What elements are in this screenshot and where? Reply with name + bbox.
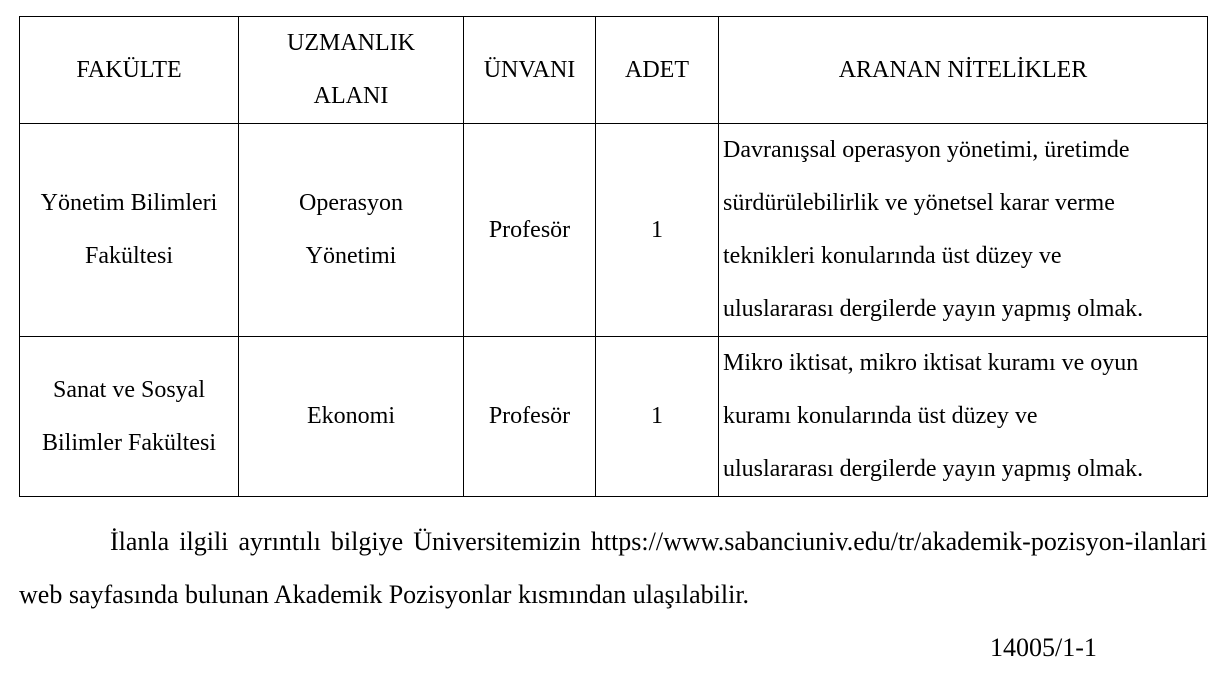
cell-faculty <box>20 337 239 497</box>
cell-count: 1 <box>596 124 719 337</box>
cell-title: Profesör <box>464 337 596 497</box>
table-row <box>20 124 1208 337</box>
qual-line4: uluslararası dergilerde yayın yapmış olmak. <box>723 296 1144 322</box>
qual-line2: sürdürülebilirlik ve yönetsel karar verme <box>723 190 1115 216</box>
positions-table <box>19 16 1208 497</box>
reference-number: 14005/1-1 <box>990 633 1097 662</box>
header-title: ÜNVANI <box>464 17 596 124</box>
header-faculty: FAKÜLTE <box>20 17 239 124</box>
qual-line3: uluslararası dergilerde yayın yapmış olmak. <box>723 456 1144 482</box>
table-header-row <box>20 17 1208 124</box>
qual-line1: Mikro iktisat, mikro iktisat kuramı ve oyun <box>723 350 1139 376</box>
faculty-line2: Bilimler Fakültesi <box>42 429 216 456</box>
qual-line2: kuramı konularında üst düzey ve <box>723 403 1038 429</box>
header-field-line1: UZMANLIK <box>287 30 415 56</box>
header-field <box>239 17 464 124</box>
qual-line3: teknikleri konularında üst düzey ve <box>723 243 1062 269</box>
table-row <box>20 337 1208 497</box>
cell-field <box>239 124 464 337</box>
faculty-line2: Fakültesi <box>85 243 173 269</box>
cell-count: 1 <box>596 337 719 497</box>
cell-qualifications <box>719 124 1208 337</box>
header-field-line2: ALANI <box>313 83 389 109</box>
header-qualifications: ARANAN NİTELİKLER <box>719 17 1208 124</box>
info-note: İlanla ilgili ayrıntılı bilgiye Üniversitemizin https://www.sabanciuniv.edu/tr/akademik-pozisyon-ilanlari web sayfasında bulunan Akademik Pozisyonlar kısmından ulaşılabilir. <box>19 527 1207 609</box>
cell-faculty <box>20 124 239 337</box>
field-line1: Operasyon <box>299 190 403 216</box>
cell-field: Ekonomi <box>239 337 464 497</box>
faculty-line1: Yönetim Bilimleri <box>40 190 218 216</box>
faculty-line1: Sanat ve Sosyal <box>53 376 205 403</box>
cell-title: Profesör <box>464 124 596 337</box>
qual-line1: Davranışsal operasyon yönetimi, üretimde <box>723 137 1130 163</box>
header-count: ADET <box>596 17 719 124</box>
cell-qualifications <box>719 337 1208 497</box>
field-line2: Yönetimi <box>305 243 397 269</box>
